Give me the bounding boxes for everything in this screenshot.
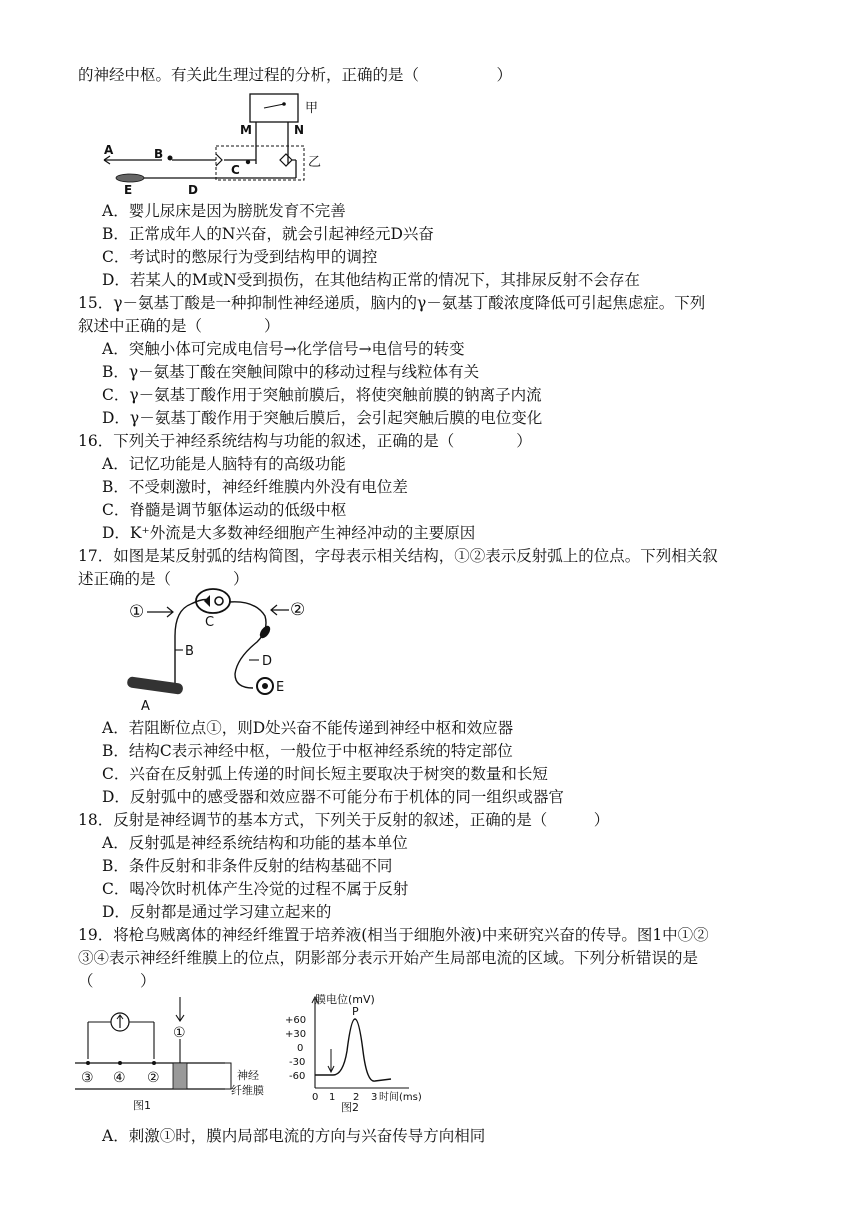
label-D: D — [188, 183, 198, 197]
q17-option-d: D．反射弧中的感受器和效应器不可能分布于机体的同一组织或器官 — [102, 788, 564, 806]
q19-stem-2: ③④表示神经纤维膜上的位点，阴影部分表示开始产生局部电流的区域。下列分析错误的是 — [78, 949, 699, 967]
fig2-xlabel: 时间(ms) — [379, 1092, 422, 1103]
xtick-0: 0 — [312, 1092, 319, 1103]
label-A: A — [104, 143, 114, 157]
q15-option-b: B．γ－氨基丁酸在突触间隙中的移动过程与线粒体有关 — [102, 363, 480, 381]
q16-option-a: A．记忆功能是人脑特有的高级功能 — [102, 455, 346, 473]
ytick-0: 0 — [297, 1043, 304, 1054]
label-point-3: ③ — [81, 1070, 94, 1086]
label-C: C — [205, 615, 215, 630]
q17-option-c: C．兴奋在反射弧上传递的时间长短主要取决于树突的数量和长短 — [102, 765, 548, 783]
label-yi: 乙 — [308, 155, 322, 170]
q19-stem-3: （ ） — [78, 972, 156, 990]
q18-stem: 18．反射是神经调节的基本方式，下列关于反射的叙述，正确的是（ ） — [78, 811, 610, 829]
q17-stem-2: 述正确的是（ ） — [78, 570, 249, 588]
q18-option-b: B．条件反射和非条件反射的结构基础不同 — [102, 857, 393, 875]
membrane-label-1: 神经 — [237, 1069, 259, 1082]
fig2-caption: 图2 — [341, 1101, 359, 1114]
label-D: D — [262, 654, 273, 669]
ytick-m60: -60 — [289, 1071, 306, 1082]
label-point-1: ① — [173, 1025, 186, 1041]
label-point-2: ② — [290, 600, 306, 620]
label-A: A — [141, 699, 150, 714]
q17-option-b: B．结构C表示神经中枢，一般位于中枢神经系统的特定部位 — [102, 742, 513, 760]
figure-q14-reflex-diagram — [100, 92, 340, 202]
label-M: M — [240, 123, 252, 137]
label-B: B — [154, 147, 164, 161]
q16-option-b: B．不受刺激时，神经纤维膜内外没有电位差 — [102, 478, 408, 496]
q15-option-c: C．γ－氨基丁酸作用于突触前膜后，将使突触前膜的钠离子内流 — [102, 386, 542, 404]
intro-line: 的神经中枢。有关此生理过程的分析，正确的是（ ） — [78, 66, 513, 84]
q16-option-c: C．脊髓是调节躯体运动的低级中枢 — [102, 501, 347, 519]
q15-option-d: D．γ－氨基丁酸作用于突触后膜后，会引起突触后膜的电位变化 — [102, 409, 543, 427]
q14-option-c: C．考试时的憋尿行为受到结构甲的调控 — [102, 248, 378, 266]
q14-option-d: D．若某人的M或N受到损伤，在其他结构正常的情况下，其排尿反射不会存在 — [102, 271, 640, 289]
peak-label: P — [352, 1005, 359, 1018]
membrane-label-2: 纤维膜 — [231, 1084, 264, 1097]
q15-stem-2: 叙述中正确的是（ ） — [78, 317, 280, 335]
q14-option-b: B．正常成年人的N兴奋，就会引起神经元D兴奋 — [102, 225, 434, 243]
q14-option-a: A．婴儿尿床是因为膀胱发育不完善 — [102, 202, 346, 220]
q17-stem-1: 17．如图是某反射弧的结构简图，字母表示相关结构，①②表示反射弧上的位点。下列相关叙 — [78, 547, 718, 565]
q15-option-a: A．突触小体可完成电信号→化学信号→电信号的转变 — [102, 340, 465, 358]
q16-option-d: D．K⁺外流是大多数神经细胞产生神经冲动的主要原因 — [102, 524, 476, 542]
xtick-2: 2 — [353, 1092, 360, 1103]
q18-option-a: A．反射弧是神经系统结构和功能的基本单位 — [102, 834, 408, 852]
xtick-3: 3 — [371, 1092, 378, 1103]
label-point-2: ② — [147, 1070, 160, 1086]
label-point-1: ① — [129, 602, 145, 622]
q18-option-d: D．反射都是通过学习建立起来的 — [102, 903, 332, 921]
label-point-4: ④ — [113, 1070, 126, 1086]
label-jia: 甲 — [305, 101, 319, 116]
ytick-p60: +60 — [285, 1015, 307, 1026]
q19-stem-1: 19．将枪乌贼离体的神经纤维置于培养液(相当于细胞外液)中来研究兴奋的传导。图1中①② — [78, 926, 709, 944]
label-B: B — [185, 644, 194, 659]
label-E: E — [124, 183, 133, 197]
label-C: C — [231, 163, 240, 177]
q17-option-a: A．若阻断位点①，则D处兴奋不能传递到神经中枢和效应器 — [102, 719, 514, 737]
label-E: E — [276, 680, 285, 695]
figure-q19-fig1-nerve-fiber — [75, 993, 285, 1113]
label-N: N — [294, 123, 305, 137]
q16-stem: 16．下列关于神经系统结构与功能的叙述，正确的是（ ） — [78, 432, 532, 450]
ytick-p30: +30 — [285, 1029, 307, 1040]
ytick-m30: -30 — [289, 1057, 306, 1068]
xtick-1: 1 — [329, 1092, 336, 1103]
fig1-caption: 图1 — [133, 1099, 151, 1112]
fig2-ylabel: 膜电位(mV) — [315, 993, 375, 1006]
q15-stem-1: 15．γ－氨基丁酸是一种抑制性神经递质，脑内的γ－氨基丁酸浓度降低可引起焦虑症。下列 — [78, 294, 706, 312]
figure-q17-reflex-arc — [125, 586, 325, 716]
q18-option-c: C．喝冷饮时机体产生冷觉的过程不属于反射 — [102, 880, 409, 898]
figure-q19-fig2-potential — [283, 991, 423, 1113]
q19-option-a: A．刺激①时，膜内局部电流的方向与兴奋传导方向相同 — [102, 1127, 486, 1145]
